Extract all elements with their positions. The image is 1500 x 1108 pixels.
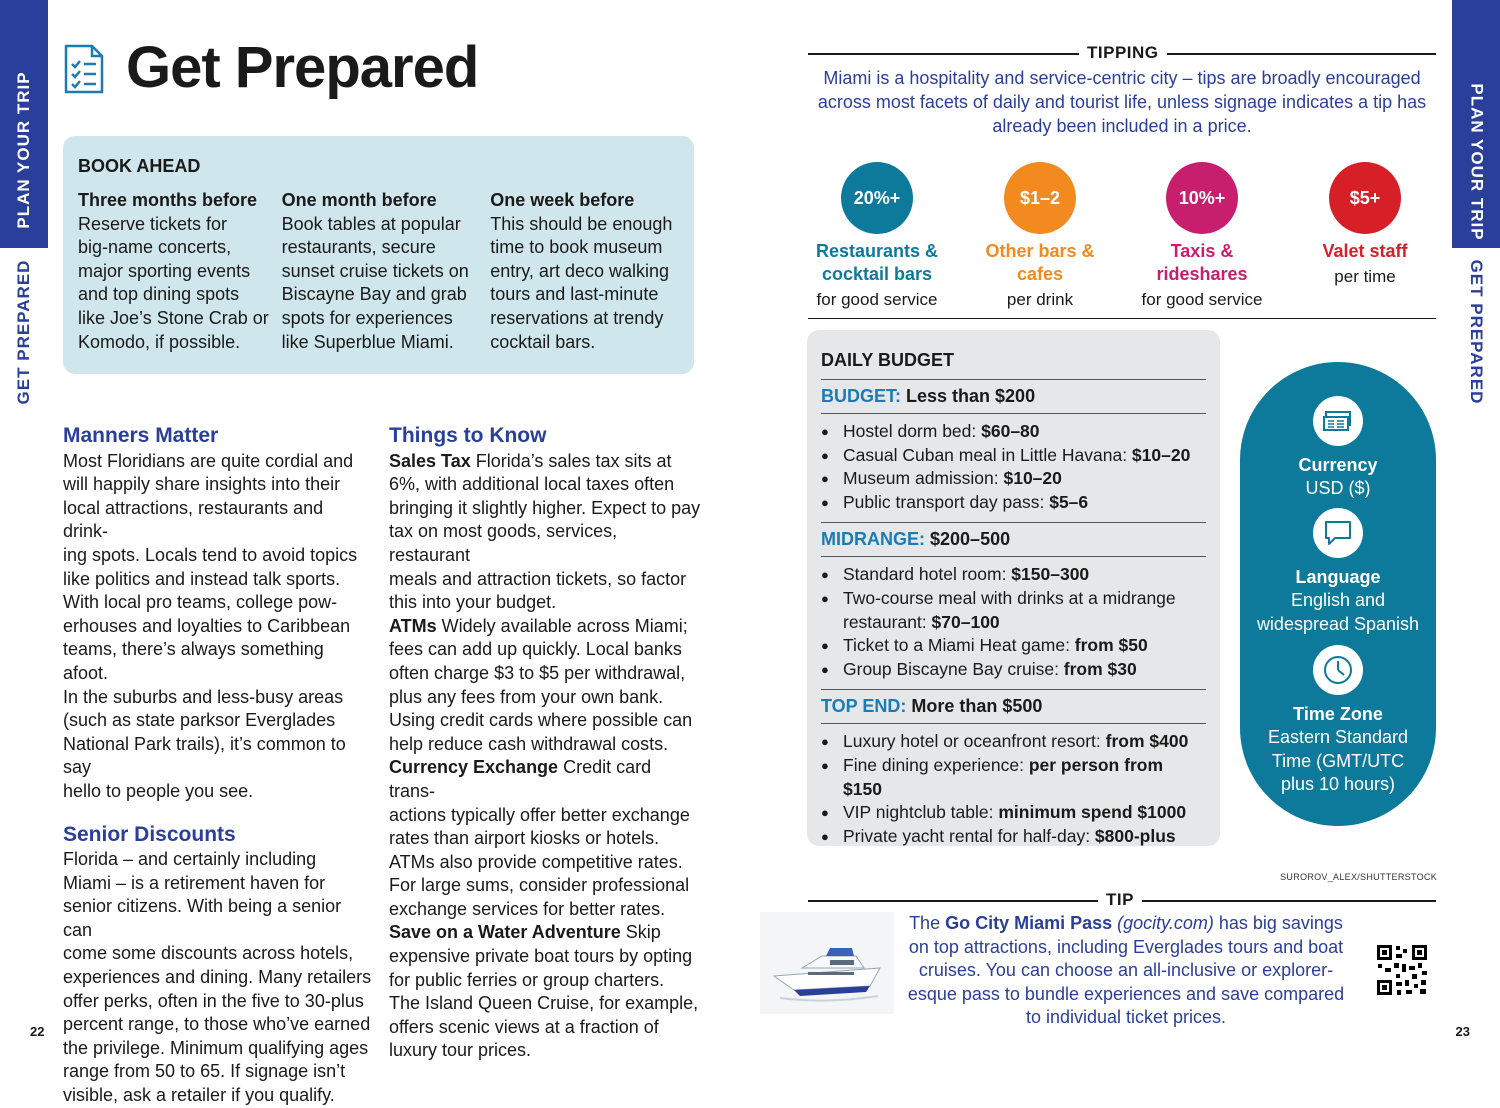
text-line [389, 450, 701, 474]
column-line: like Joe’s Stone Crab or [78, 307, 269, 328]
boat-image [760, 912, 894, 1014]
tipping-intro [808, 66, 1436, 138]
text-line: National Park trails), it’s common to say [63, 733, 346, 778]
text-line: Florida – and certainly including [63, 849, 317, 870]
tip-amount-badge: 10%+ [1166, 162, 1238, 234]
qr-code[interactable] [1376, 944, 1428, 996]
text-line: For large sums, consider professional [389, 875, 690, 896]
pass-url: (gocity.com) [1112, 913, 1214, 933]
budget-item: ● Standard hotel room: $150–300 [821, 563, 1206, 587]
text-line: Most Floridians are quite cordial and [63, 450, 354, 471]
column-line: This should be enough [490, 213, 673, 234]
tip-amount-badge: $1–2 [1004, 162, 1076, 234]
tip-label: cocktail bars [821, 264, 933, 284]
text-line: In the suburbs and less-busy areas [63, 686, 344, 707]
column-line: like Superblue Miami. [281, 331, 454, 352]
tip-line: cruises. You can choose an all-inclusive or explorer- [918, 960, 1334, 981]
things-column [389, 424, 701, 1063]
intro-line: across most facets of daily and tourist life, unless signage indicates a tip has [817, 92, 1427, 112]
page-number-right: 23 [1455, 1024, 1470, 1039]
text-line: bringing it slightly higher. Expect to pay [389, 497, 701, 518]
tier-range: More than $500 [911, 696, 1043, 717]
book-ahead-column [490, 189, 679, 354]
tier-name: TOP END: [821, 696, 907, 717]
tip-amount-badge: $5+ [1329, 162, 1401, 234]
text-line: senior citizens. With being a senior can [63, 896, 342, 940]
tip-label: Restaurants & [815, 241, 939, 261]
tip-line: The Go City Miami Pass (gocity.com) has big savings [909, 913, 1343, 933]
budget-tier [821, 696, 1206, 717]
text-line: range from 50 to 65. If signage isn’t [63, 1061, 346, 1082]
text-line [389, 756, 701, 803]
column-heading: Three months before [78, 190, 258, 210]
term-text: Skip [620, 922, 661, 943]
tip-line: esque pass to bundle experiences and save compared [907, 983, 1345, 1004]
daily-budget-box [807, 330, 1220, 846]
text-line: offers scenic views at a fraction of [389, 1016, 659, 1037]
text-line: the privilege. Minimum qualifying ages [63, 1037, 369, 1058]
column-line: sunset cruise tickets on [281, 260, 469, 281]
info-value: plus 10 hours) [1280, 774, 1396, 795]
text-line: often charge $3 to $5 per withdrawal, [389, 662, 686, 683]
column-line: tours and last-minute [490, 284, 659, 305]
text-line: local attractions, restaurants and drink- [63, 497, 324, 542]
info-value: English and [1290, 590, 1386, 610]
text-line: percent range, to those who’ve earned [63, 1014, 371, 1035]
text-line: Using credit cards where possible can [389, 710, 693, 731]
text-line: will happily share insights into their [63, 474, 341, 495]
intro-line: Miami is a hospitality and service-centric city – tips are broadly encouraged [823, 68, 1421, 88]
info-title: Time Zone [1293, 704, 1383, 724]
text-line: The Island Queen Cruise, for example, [389, 993, 699, 1014]
text-line: come some discounts across hotels, [63, 943, 354, 964]
text-line: help reduce cash withdrawal costs. [389, 733, 669, 754]
text-line: With local pro teams, college pow- [63, 592, 338, 613]
tip-label: Other bars & [985, 241, 1095, 261]
budget-heading: DAILY BUDGET [821, 350, 955, 370]
tier-name: BUDGET: [821, 386, 901, 406]
text-line: ATMs also provide competitive rates. [389, 851, 683, 872]
tip-bars [960, 162, 1120, 312]
text-line: for public ferries or group charters. [389, 969, 665, 990]
tip-label: rideshares [1156, 264, 1248, 284]
pass-name: Go City Miami Pass [945, 913, 1113, 933]
info-value: Eastern Standard [1267, 727, 1409, 747]
budget-item: ● Private yacht rental for half-day: $800-plus [821, 825, 1206, 849]
checklist-icon [62, 44, 106, 96]
term: Sales Tax [389, 450, 471, 471]
budget-tier [821, 529, 1206, 550]
tier-range: Less than $200 [906, 386, 1036, 406]
column-line: restaurants, secure [281, 237, 436, 258]
column-heading: One week before [490, 190, 635, 210]
column-line: Komodo, if possible. [78, 331, 241, 352]
text-line: Miami – is a retirement haven for [63, 872, 326, 893]
tip-line: on top attractions, including Everglades tours and boat [908, 936, 1344, 957]
tip-heading: TIP [1098, 890, 1142, 910]
text-line: like politics and instead talk sports. [63, 568, 341, 589]
tip-description: per time [1334, 267, 1396, 286]
things-heading: Things to Know [389, 424, 547, 447]
text-line [389, 615, 701, 639]
tip-label: cafes [1016, 264, 1064, 284]
timezone-info [1240, 645, 1436, 797]
left-section-label: GET PREPARED [14, 259, 33, 405]
column-line: Biscayne Bay and grab [281, 284, 467, 305]
column-line: and top dining spots [78, 284, 240, 305]
text-line: visible, ask a retailer if you qualify. [63, 1085, 335, 1106]
book-ahead-column [282, 189, 491, 354]
text-line: ing spots. Locals tend to avoid topics [63, 544, 358, 565]
tip-taxis [1122, 162, 1282, 312]
text-line: meals and attraction tickets, so factor [389, 568, 687, 589]
text-line: actions typically offer better exchange [389, 804, 690, 825]
text-line: erhouses and loyalties to Caribbean [63, 615, 351, 636]
budget-tier [821, 386, 1206, 407]
tip-description: for good service [1141, 290, 1263, 309]
column-line: Book tables at popular [281, 213, 461, 234]
text-line: plus any fees from your own bank. [389, 686, 664, 707]
info-title: Currency [1298, 455, 1378, 475]
budget-item: ● Two-course meal with drinks at a midrange restaurant: $70–100 [821, 587, 1206, 634]
column-heading: One month before [281, 190, 437, 210]
tip-text [906, 912, 1346, 1030]
column-line: major sporting events [78, 260, 251, 281]
text-line: experiences and dining. Many retailers [63, 967, 372, 988]
tip-description: per drink [1006, 290, 1074, 309]
book-ahead-heading: BOOK AHEAD [78, 156, 201, 176]
text-line: 6%, with additional local taxes often [389, 474, 675, 495]
currency-info [1240, 396, 1436, 501]
tip-amount-badge: 20%+ [841, 162, 913, 234]
info-title: Language [1295, 567, 1381, 587]
text-line [389, 921, 701, 945]
text-line: rates than airport kiosks or hotels. [389, 828, 660, 849]
text-line: expensive private boat tours by opting [389, 946, 693, 967]
budget-item: ● Casual Cuban meal in Little Havana: $10–20 [821, 444, 1206, 468]
budget-item: ● Public transport day pass: $5–6 [821, 491, 1206, 515]
book-ahead-box [63, 136, 694, 374]
column-line: spots for experiences [281, 307, 453, 328]
tip-line: to individual ticket prices. [1025, 1007, 1227, 1028]
speech-bubble-icon [1313, 508, 1363, 558]
term-text: Widely available across Miami; [436, 615, 688, 636]
term: Currency Exchange [389, 757, 559, 778]
text-line: hello to people you see. [63, 780, 254, 801]
text-line: teams, there’s always something afoot. [63, 639, 324, 683]
money-icon [1313, 396, 1363, 446]
text-line: exchange services for better rates. [389, 898, 666, 919]
seniors-heading: Senior Discounts [63, 822, 236, 846]
column-line: big-name concerts, [78, 237, 232, 258]
text-line: luxury tour prices. [389, 1040, 532, 1061]
right-section-label: GET PREPARED [1467, 259, 1486, 405]
info-value: widespread Spanish [1256, 613, 1420, 634]
text-line: tax on most goods, services, restaurant [389, 521, 618, 565]
tip-label: Taxis & [1170, 241, 1234, 261]
budget-item: ● Luxury hotel or oceanfront resort: from $400 [821, 730, 1206, 754]
budget-item: ● Group Biscayne Bay cruise: from $30 [821, 658, 1206, 682]
term: Save on a Water Adventure [389, 922, 621, 943]
clock-icon [1313, 645, 1363, 695]
tier-name: MIDRANGE: [821, 529, 925, 550]
right-tab-label: PLAN YOUR TRIP [1467, 83, 1486, 241]
column-line: Reserve tickets for [78, 213, 228, 234]
budget-item: ● Ticket to a Miami Heat game: from $50 [821, 634, 1206, 658]
text-line: (such as state parksor Everglades [63, 710, 336, 731]
column-line: cocktail bars. [490, 331, 596, 352]
column-line: time to book museum [490, 237, 663, 258]
tip-valet [1285, 162, 1445, 289]
intro-line: already been included in a price. [992, 116, 1252, 136]
text-line: fees can add up quickly. Local banks [389, 639, 682, 660]
manners-heading: Manners Matter [63, 424, 219, 447]
page-number-left: 22 [30, 1024, 45, 1039]
info-pill [1240, 362, 1436, 826]
tier-range: $200–500 [930, 529, 1011, 550]
info-value: USD ($) [1305, 478, 1371, 498]
book-ahead-column [78, 189, 282, 354]
text-line: offer perks, often in the five to 30-plus [63, 990, 364, 1011]
manners-column [63, 424, 373, 1108]
tip-description: for good service [816, 290, 938, 309]
budget-item: ● Fine dining experience: per person from $150 [821, 754, 1206, 801]
column-line: reservations at trendy [490, 307, 664, 328]
column-line: entry, art deco walking [490, 260, 670, 281]
info-value: Time (GMT/UTC [1271, 750, 1405, 771]
page-title: Get Prepared [126, 35, 479, 100]
tipping-heading: TIPPING [1079, 43, 1167, 63]
budget-item: ● Hostel dorm bed: $60–80 [821, 420, 1206, 444]
term-text: Credit card trans- [389, 757, 652, 801]
text-line: this into your budget. [389, 592, 557, 613]
photo-credit: SUROROV_ALEX/SHUTTERSTOCK [1280, 872, 1437, 882]
budget-item: ● VIP nightclub table: minimum spend $1000 [821, 801, 1206, 825]
tipping-bottom-rule [808, 318, 1436, 319]
tip-restaurants [797, 162, 957, 312]
language-info [1240, 508, 1436, 636]
left-tab-label: PLAN YOUR TRIP [14, 71, 33, 229]
term-text: Florida’s sales tax sits at [470, 450, 672, 471]
term: ATMs [389, 615, 437, 636]
tip-label: Valet staff [1322, 241, 1408, 261]
budget-item: ● Museum admission: $10–20 [821, 467, 1206, 491]
